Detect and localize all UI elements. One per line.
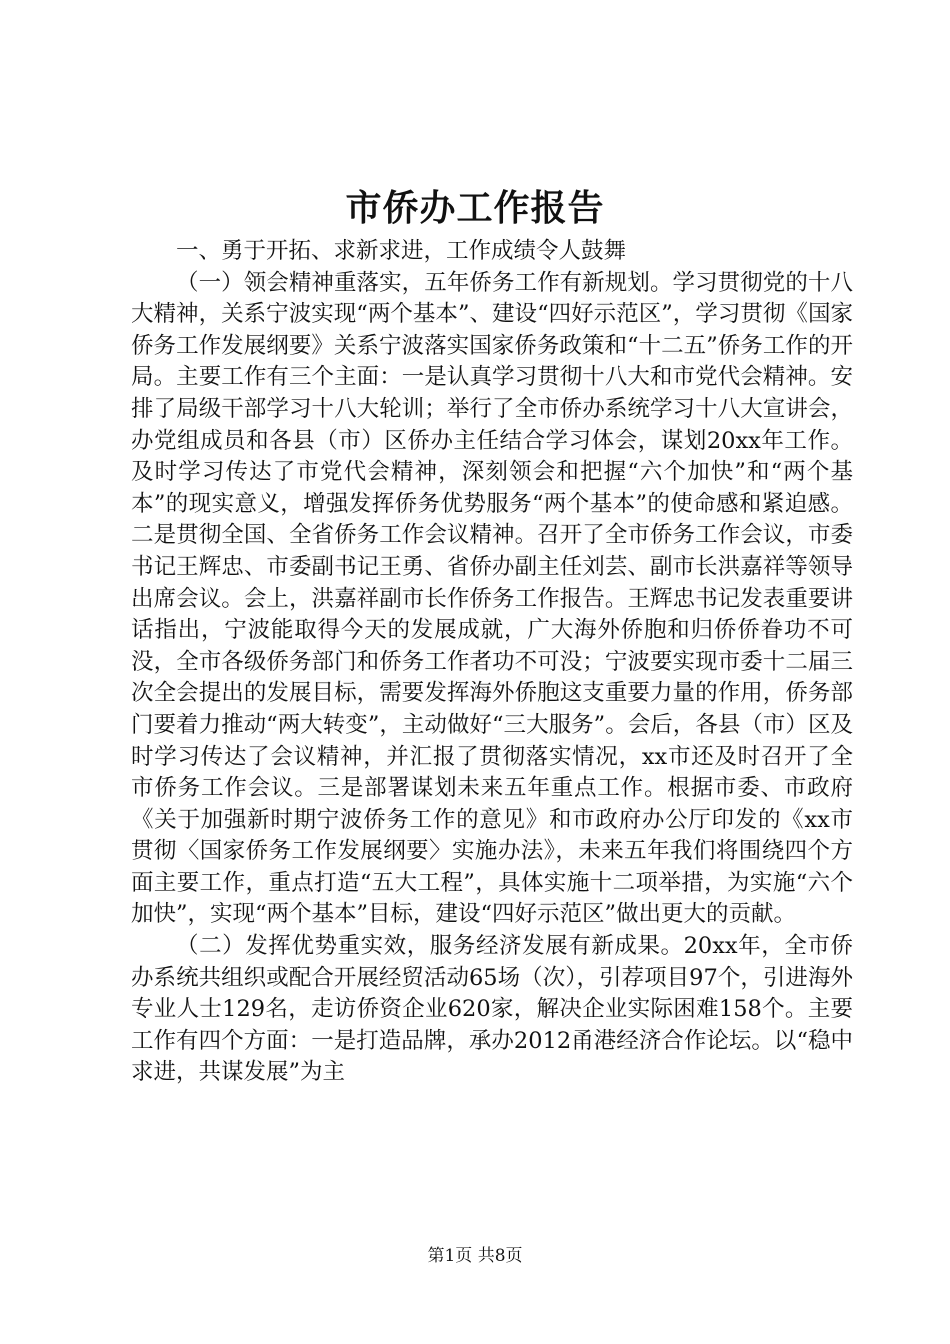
page-footer: 第1页 共8页 bbox=[427, 1246, 523, 1266]
paragraph-1: （一）领会精神重落实，五年侨务工作有新规划。学习贯彻党的十八大精神，关系宁波实现“两个基本”、建设“四好示范区”，学习贯彻《国家侨务工作发展纲要》关系宁波落实国家侨务政策和“十二五”侨务工作的开局。主要工作有三个主面：一是认真学习贯彻十八大和市党代会精神。安排了局级干部学习十八大轮训；举行了全市侨办系统学习十八大宣讲会，办党组成员和各县（市）区侨办主任结合学习体会，谋划20xx年工作。及时学习传达了市党代会精神，深刻领会和把握“六个加快”和“两个基本”的现实意义，增强发挥侨务优势服务“两个基本”的使命感和紧迫感。二是贯彻全国、全省侨务工作会议精神。召开了全市侨务工作会议，市委书记王辉忠、市委副书记王勇、省侨办副主任刘芸、副市长洪嘉祥等领导出席会议。会上，洪嘉祥副市长作侨务工作报告。王辉忠书记发表重要讲话指出，宁波能取得今天的发展成就，广大海外侨胞和归侨侨眷功不可没，全市各级侨务部门和侨务工作者功不可没；宁波要实现市委十二届三次全会提出的发展目标，需要发挥海外侨胞这支重要力量的作用，侨务部门要着力推动“两大转变”，主动做好“三大服务”。会后，各县（市）区及时学习传达了会议精神，并汇报了贯彻落实情况，xx市还及时召开了全市侨务工作会议。三是部署谋划未来五年重点工作。根据市委、市政府《关于加强新时期宁波侨务工作的意见》和市政府办公厅印发的《xx市贯彻〈国家侨务工作发展纲要〉实施办法》，未来五年我们将围绕四个方面主要工作，重点打造“五大工程”，具体实施十二项举措，为实施“六个加快”，实现“两个基本”目标，建设“四好示范区”做出更大的贡献。 bbox=[131, 269, 853, 928]
document-body bbox=[131, 236, 853, 1089]
section-heading: 一、勇于开拓、求新求进，工作成绩令人鼓舞 bbox=[176, 238, 627, 264]
paragraph-2: （二）发挥优势重实效，服务经济发展有新成果。20xx年，全市侨办系统共组织或配合开展经贸活动65场（次），引荐项目97个，引进海外专业人士129名，走访侨资企业620家，解决企业实际困难158个。主要工作有四个方面：一是打造品牌，承办2012甬港经济合作论坛。以“稳中求进，共谋发展”为主 bbox=[131, 933, 853, 1086]
document-title: 市侨办工作报告 bbox=[345, 187, 605, 229]
